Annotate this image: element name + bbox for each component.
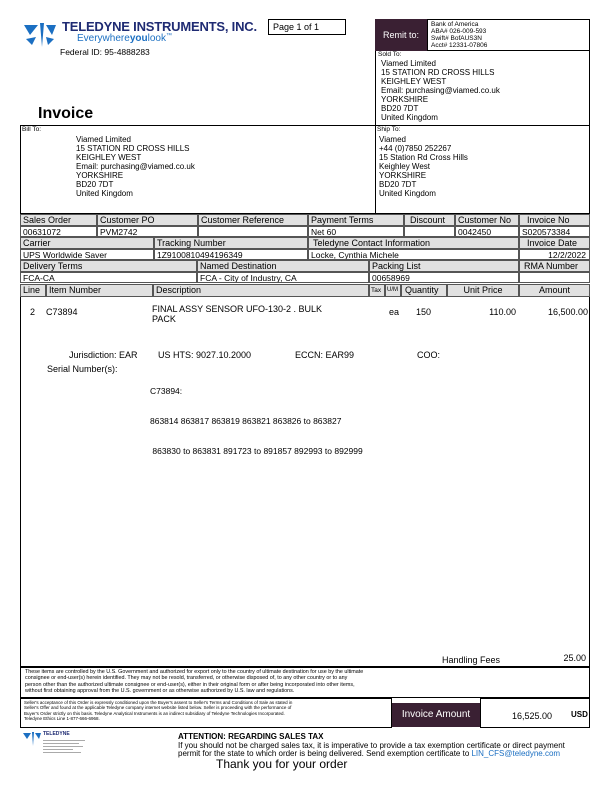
footer-logo-icon <box>22 731 42 747</box>
exemption-email-link[interactable]: LIN_CFS@teledyne.com <box>471 749 561 758</box>
item-um: ea <box>389 307 400 317</box>
line-number: 2 <box>30 307 36 317</box>
remit-line: Bank of America <box>431 21 479 28</box>
header-quantity: Quantity <box>401 284 447 297</box>
header-packing-list: Packing List <box>369 260 519 272</box>
header-delivery-terms: Delivery Terms <box>20 260 197 272</box>
bill-to-line: Email: purchasing@viamed.co.uk <box>76 162 195 171</box>
item-number: C73894 <box>46 307 78 317</box>
eccn: ECCN: EAR99 <box>295 350 355 360</box>
currency: USD <box>571 710 588 719</box>
remit-label: Remit to: <box>375 19 427 51</box>
bill-to-label: Bill To: <box>22 126 42 133</box>
header-unit-price: Unit Price <box>447 284 519 297</box>
company-slogan: Everywhereyoulook™ <box>77 33 172 44</box>
bill-to-line: Viamed Limited <box>76 135 131 144</box>
header-um: U/M <box>385 284 401 297</box>
header-rma-number: RMA Number <box>519 260 590 272</box>
carrier-value: UPS Worldwide Saver <box>20 249 154 260</box>
tax-notice-line: permit for the state to which order is being delivered. Send exemption certificate to LIN_CFS@teledyne.com <box>178 749 561 758</box>
delivery-terms-value: FCA-CA <box>20 272 197 283</box>
serial-label: Serial Number(s): <box>47 364 118 374</box>
teledyne-contact-value: Locke, Cynthia Michele <box>308 249 519 260</box>
invoice-amount-label: Invoice Amount <box>392 703 480 727</box>
bill-to-address <box>76 135 195 198</box>
remit-box <box>427 19 590 51</box>
header-item-number: Item Number <box>46 284 153 297</box>
remit-line: ABA# 026-009-593 <box>431 28 487 35</box>
jurisdiction: Jurisdiction: EAR <box>69 350 138 360</box>
ship-to-line: United Kingdom <box>379 189 436 198</box>
ship-to-line: BD20 7DT <box>379 180 417 189</box>
sold-to-line: 15 STATION RD CROSS HILLS <box>381 68 495 77</box>
remit-line: Acct# 12331-07806 <box>431 42 488 49</box>
footer-logo-fineprint <box>43 738 88 753</box>
header-customer-po: Customer PO <box>97 214 198 226</box>
tracking-number-value[interactable]: 1Z9100810494196349 <box>154 249 308 260</box>
company-name: TELEDYNE INSTRUMENTS, INC. <box>62 19 257 34</box>
customer-no-value: 0042450 <box>455 226 519 237</box>
serial-numbers: C73894: 863814 863817 863819 863821 863826 to 863827 863830 to 863831 891723 to 891857 892993 to 892999 <box>150 386 363 456</box>
handling-amount: 25.00 <box>563 653 586 663</box>
thank-you: Thank you for your order <box>216 757 348 771</box>
bill-to-line: 15 STATION RD CROSS HILLS <box>76 144 190 153</box>
us-hts: US HTS: 9027.10.2000 <box>158 350 252 360</box>
header-named-destination: Named Destination <box>197 260 369 272</box>
ship-to-line: YORKSHIRE <box>379 171 427 180</box>
handling-label: Handling Fees <box>442 655 501 665</box>
customer-po-value: PVM2742 <box>97 226 198 237</box>
header-payment-terms: Payment Terms <box>308 214 404 226</box>
ship-to-address <box>379 135 468 198</box>
sold-to-line: KEIGHLEY WEST <box>381 77 447 86</box>
header-discount: Discount <box>404 214 455 226</box>
item-amount: 16,500.00 <box>547 307 588 317</box>
page-title: Invoice <box>38 105 94 122</box>
header-tax: Tax <box>369 284 385 297</box>
header-amount: Amount <box>519 284 590 297</box>
rma-number-value <box>519 272 590 283</box>
invoice-amount-value: 16,525.00 <box>511 711 552 721</box>
coo: COO: <box>417 350 441 360</box>
page-indicator: Page 1 of 1 <box>268 19 346 35</box>
invoice-date-value: 12/2/2022 <box>519 249 590 260</box>
terms-notice: Seller's acceptance of this Order is expressly conditioned upon the Buyer's assent to Seller's Terms and Conditions of Sale as stated in Seller's Offer and found at the applicable Teledyne company internet website listed below. Seller is proceeding with the performance of Buyer's Order strictly on this basis. Teledyne Analytical Instruments is an indirect subsidiary of Teledyne Technologies Incorporated. Teledyne Ethics Line 1-877-666-6968. <box>20 698 392 728</box>
bill-to-line: YORKSHIRE <box>76 171 124 180</box>
ship-to-line: +44 (0)7850 252267 <box>379 144 452 153</box>
sold-to-block <box>375 51 590 126</box>
header-sales-order: Sales Order <box>20 214 97 226</box>
remit-line: Swift# BofAUS3N <box>431 35 482 42</box>
header-line: Line <box>20 284 46 297</box>
ship-to-line: 15 Station Rd Cross Hills <box>379 153 468 162</box>
payment-terms-value: Net 60 <box>308 226 404 237</box>
header-invoice-no: Invoice No <box>519 214 590 226</box>
ship-to-line: Keighley West <box>379 162 430 171</box>
item-description: FINAL ASSY SENSOR UFO-130-2 . BULK PACK <box>152 304 323 324</box>
ship-to-label: Ship To: <box>377 126 401 133</box>
ship-to-line: Viamed <box>379 135 406 144</box>
invoice-no-value: S020573384 <box>519 226 590 237</box>
sold-to-line: Email: purchasing@viamed.co.uk <box>381 86 500 95</box>
packing-list-value: 00658969 <box>369 272 519 283</box>
discount-value <box>404 226 455 237</box>
header-carrier: Carrier <box>20 237 154 249</box>
named-destination-value: FCA - City of Industry, CA <box>197 272 369 283</box>
item-unit-price: 110.00 <box>489 307 516 317</box>
export-notice: These items are controlled by the U.S. Government and authorized for export only to the country of ultimate destination for use by the ultimate consignee or end-user(s) herein identified. They may not be resold, transferred, or otherwise disposed of, to any other country or to any person other than the authorized ultimate consignee or end-user(s), either in their original form or after being incorporated into other items, without first obtaining approval from the U.S. government or as otherwise authorized by U.S. law and regulations. <box>20 667 590 698</box>
customer-reference-value <box>198 226 308 237</box>
sold-to-line: BD20 7DT <box>381 104 419 113</box>
teledyne-logo-icon <box>22 21 58 49</box>
footer-logo-text: TELEDYNE <box>43 731 70 737</box>
header-description: Description <box>153 284 369 297</box>
tax-notice-line: If you should not be charged sales tax, it is imperative to provide a tax exemption certificate or direct payment <box>178 741 565 750</box>
header-customer-reference: Customer Reference <box>198 214 308 226</box>
bill-to-line: KEIGHLEY WEST <box>76 153 142 162</box>
tax-notice-title: ATTENTION: REGARDING SALES TAX <box>178 732 324 741</box>
sales-order-value: 00631072 <box>20 226 97 237</box>
bill-to-line: BD20 7DT <box>76 180 114 189</box>
header-teledyne-contact: Teledyne Contact Information <box>308 237 519 249</box>
sold-to-line: United Kingdom <box>381 113 438 122</box>
sold-to-line: YORKSHIRE <box>381 95 429 104</box>
bill-to-line: United Kingdom <box>76 189 133 198</box>
sold-to-label: Sold To: <box>378 51 402 58</box>
federal-id: Federal ID: 95-4888283 <box>60 47 150 57</box>
header-customer-no: Customer No <box>455 214 519 226</box>
sold-to-line: Viamed Limited <box>381 59 436 68</box>
header-invoice-date: Invoice Date <box>519 237 590 249</box>
header-tracking-number: Tracking Number <box>154 237 308 249</box>
item-quantity: 150 <box>416 307 432 317</box>
